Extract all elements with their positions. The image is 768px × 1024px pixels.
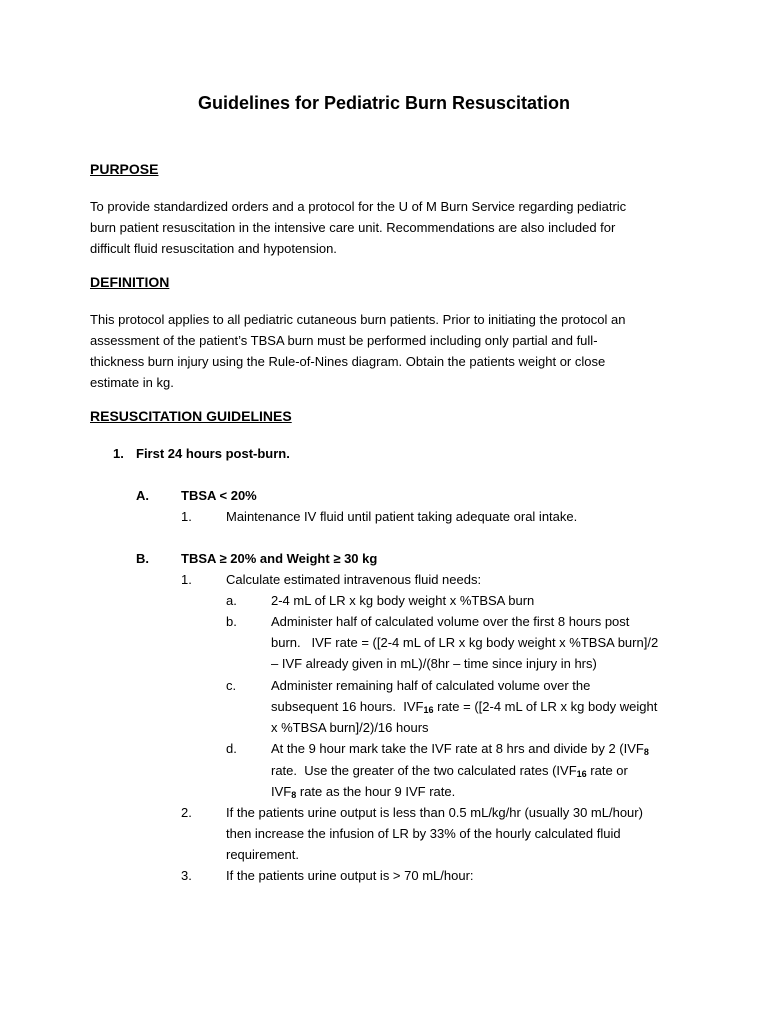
item-A-text: TBSA < 20%	[181, 488, 257, 503]
item-c-line-2: subsequent 16 hours. $IVF_{16}$ rate = ([2-4 mL of LR x kg body weight	[271, 699, 658, 715]
item-B2-line-2: then increase the infusion of LR by 33% of the hourly calculated fluid	[226, 826, 621, 841]
item-c-label: c.	[226, 678, 237, 693]
item-d-line-2: rate. Use the greater of the two calculated rates ($IVF_{16}$ rate or	[271, 763, 628, 779]
item-B1-number: 1.	[181, 572, 192, 587]
item-b-line-2: burn. IVF rate = ([2-4 mL of LR x kg body weight x %TBSA burn]/2	[271, 635, 659, 650]
item-b-label: b.	[226, 614, 237, 629]
guidelines-heading: RESUSCITATION GUIDELINES	[90, 408, 292, 424]
item-B-text: TBSA ≥ 20% and Weight ≥ 30 kg	[181, 551, 378, 566]
purpose-heading: PURPOSE	[90, 161, 159, 177]
item-c-line-1: Administer remaining half of calculated volume over the	[271, 678, 591, 693]
item-b-line-3: – IVF already given in mL)/(8hr – time since injury in hrs)	[271, 656, 597, 671]
item-1-text: First 24 hours post-burn.	[136, 446, 290, 461]
item-d-line-1: At the 9 hour mark take the IVF rate at 8 hrs and divide by 2 ($IVF_8$	[271, 741, 649, 757]
item-B2-line-1: If the patients urine output is less than 0.5 mL/kg/hr (usually 30 mL/hour)	[226, 805, 643, 820]
item-d-line-3: $IVF_8$ rate as the hour 9 IVF rate.	[271, 784, 456, 800]
item-b-line-1: Administer half of calculated volume over the first 8 hours post	[271, 614, 630, 629]
item-B3-text: If the patients urine output is > 70 mL/hour:	[226, 868, 474, 883]
item-c-line-3: x %TBSA burn]/2)/16 hours	[271, 720, 429, 735]
document-title: Guidelines for Pediatric Burn Resuscitation	[197, 93, 571, 113]
definition-heading: DEFINITION	[90, 274, 170, 290]
item-A1-number: 1.	[181, 509, 192, 524]
item-B3-number: 3.	[181, 868, 192, 883]
item-B2-number: 2.	[181, 805, 192, 820]
item-1-number: 1.	[113, 446, 124, 461]
item-a-text: 2-4 mL of LR x kg body weight x %TBSA burn	[271, 593, 535, 608]
item-B-label: B.	[136, 551, 149, 566]
item-d-label: d.	[226, 741, 237, 756]
item-B1-text: Calculate estimated intravenous fluid needs:	[226, 572, 482, 587]
definition-text: This protocol applies to all pediatric cutaneous burn patients. Prior to initiating the protocol an assessment of the patient’s TBSA burn must be performed including only partial and full- thickness burn injury using the Rule-of-Nines diagram. Obtain the patients weight or close estimate in kg.	[90, 312, 626, 390]
item-A-label: A.	[136, 488, 149, 503]
purpose-text: To provide standardized orders and a protocol for the U of M Burn Service regarding pediatric burn patient resuscitation in the intensive care unit. Recommendations are also included for difficult fluid resuscitation and hypotension.	[90, 199, 627, 256]
item-B2-line-3: requirement.	[226, 847, 299, 862]
item-A1-text: Maintenance IV fluid until patient taking adequate oral intake.	[226, 509, 578, 524]
item-a-label: a.	[226, 593, 237, 608]
